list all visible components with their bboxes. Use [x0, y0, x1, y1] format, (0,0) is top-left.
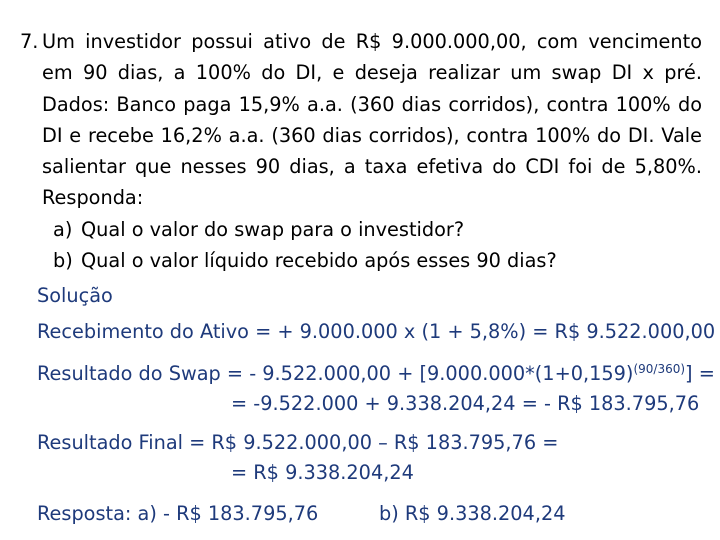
swap-line1-main: Resultado do Swap = - 9.522.000,00 + [9.000.000*(1+0,159) [37, 362, 634, 385]
option-a-label: a) [53, 217, 73, 241]
question-line-2: em 90 dias, a 100% do DI, e deseja realizar um swap DI x pré. [42, 61, 702, 85]
answer-a: Resposta: a) - R$ 183.795,76 [37, 502, 319, 525]
final-result-line-2: = R$ 9.338.204,24 [231, 461, 414, 484]
option-b-label: b) [53, 249, 73, 273]
swap-line1-end: ] = [685, 362, 715, 385]
option-b-text: Qual o valor líquido recebido após esses 90 dias? [81, 249, 557, 273]
question-line-5: salientar que nesses 90 dias, a taxa efetiva do CDI foi de 5,80%. [42, 155, 702, 179]
question-number: 7. [20, 30, 39, 53]
swap-result-line-1 [37, 362, 715, 385]
question-line-6: Responda: [42, 186, 144, 210]
question-line-3: Dados: Banco paga 15,9% a.a. (360 dias corridos), contra 100% do [42, 92, 702, 116]
answer-b: b) R$ 9.338.204,24 [379, 502, 566, 525]
final-result-line-1: Resultado Final = R$ 9.522.000,00 – R$ 183.795,76 = [37, 431, 559, 454]
option-b [53, 245, 702, 276]
swap-result-line-2: = -9.522.000 + 9.338.204,24 = - R$ 183.795,76 [231, 392, 700, 415]
option-a-text: Qual o valor do swap para o investidor? [81, 217, 465, 241]
question-line-1: Um investidor possui ativo de R$ 9.000.000,00, com vencimento [42, 30, 702, 53]
question-line-4: DI e recebe 16,2% a.a. (360 dias corridos), contra 100% do DI. Vale [42, 123, 702, 147]
solution-heading: Solução [37, 284, 113, 307]
swap-exponent: (90/360) [633, 362, 686, 376]
receb-ativo-line: Recebimento do Ativo = + 9.000.000 x (1 + 5,8%) = R$ 9.522.000,00 [37, 320, 716, 343]
question-block [20, 26, 702, 276]
option-a [53, 214, 702, 245]
